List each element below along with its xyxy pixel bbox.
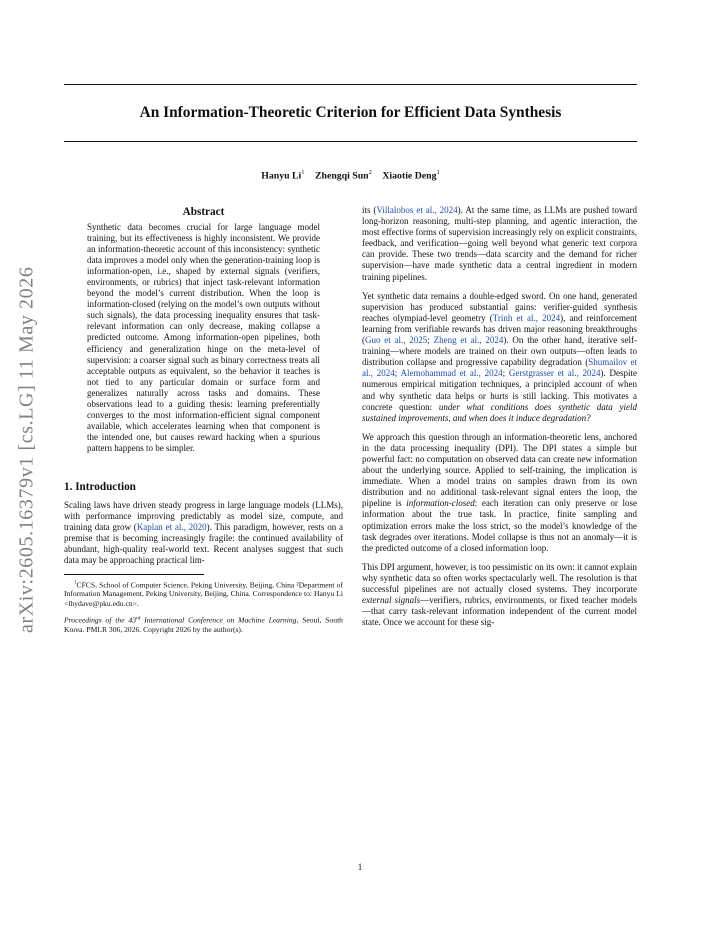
arxiv-stamp: arXiv:2605.16379v1 [cs.LG] 11 May 2026 [15, 266, 38, 634]
text-run: ). Despite numerous empirical mitigation techniques, a principled account of when and why synthetic data helps or hurts is still lacking. This motivates a concrete question: [362, 368, 637, 412]
intro-paragraph [362, 432, 637, 554]
abstract-heading: Abstract [182, 206, 225, 218]
page-number: 1 [357, 862, 363, 872]
citation-link[interactable]: Guo et al., 2025 [365, 335, 428, 346]
right-column [362, 205, 637, 636]
research-question: under what conditions does synthetic data yield sustained improvements, and when does it induce degradation? [362, 401, 637, 423]
paper-title: An Information-Theoretic Criterion for Efficient Data Synthesis [139, 104, 562, 121]
footnote-mark: 1 [74, 580, 77, 586]
author-name: Zhengqi Sun [314, 170, 369, 182]
text-run: ), and reinforcement learning from verifiable rewards has driven major reasoning breakthroughs ( [362, 312, 638, 346]
author-affiliation-mark: 1 [436, 169, 440, 176]
citation-link[interactable]: Shumailov et al., 2024 [362, 357, 638, 379]
intro-paragraph [362, 205, 637, 283]
text-run: ). On the other hand, iterative self-training—where models are trained on their own outputs—often leads to distribution collapse and progressive capability degradation ( [362, 335, 637, 368]
text-run: ; [394, 368, 401, 379]
emphasis: external signals [362, 595, 421, 606]
text-run: ). This paradigm, however, rests on a premise that is becoming increasingly fragile: the continued availability of abundant, high-quality real-world text. Recent analyses suggest that such data may be approaching practical lim- [64, 522, 343, 566]
affiliation-footnote [64, 579, 343, 608]
title-rule-top [64, 84, 637, 85]
proceedings-footnote [64, 614, 343, 634]
text-run: This DPI argument, however, is too pessimistic on its own: it cannot explain why synthetic data so often works spectacularly well. The resolution is that successful pipelines are not actually closed systems. They incorporate [362, 561, 637, 594]
author-affiliation-mark: 1 [301, 169, 305, 176]
author-affiliation-mark: 2 [368, 169, 372, 176]
abstract-text: Synthetic data becomes crucial for large language model training, but its effectiveness is highly inconsistent. We provide an information-theoretic account of this inconsistency: synthetic data improves a model only when the generation-training loop is information-open, i.e., shaped by external signals (verifiers, environments, or rubrics) that inject task-relevant information beyond the model’s current distribution. When the loop is information-closed (relying on the model’s own outputs without such signals), the data processing inequality ensures that task-relevant information can only decrease, making collapse a predicted outcome. Among information-open pipelines, both efficiency and generalization hinge on the meta-level of supervision: a coarser signal such as binary correctness treats all acceptable outputs as equivalent, so the behavior it teaches is not tied to any particular domain or surface form and generalizes naturally across tasks and domains. These observations lead to a guiding thesis: learning preferentially converges to the most information-efficient signal component available, which accelerates learning when that component is the intended one, but causes reward hacking when a spurious pattern happens to be simpler. [87, 222, 320, 453]
text-run: : each iteration can only preserve or lose information about the true task. In practice, finite sampling and optimization errors make the loss strict, so the model’s knowledge of the task degrades over iterations. Model collapse is thus not an anomaly—it is the predicted outcome of a closed information loop. [362, 498, 637, 553]
text-run: ; [502, 368, 509, 379]
text-run: ; [427, 335, 434, 346]
text-run: Yet synthetic data remains a double-edged sword. On one hand, generated supervision has produced substantial gains: verifier-guided synthesis reaches olympiad-level geometry ( [362, 290, 637, 323]
text-run: rd [136, 615, 141, 621]
text-run: Proceedings of the 43 [64, 615, 137, 625]
intro-paragraph [64, 500, 343, 567]
text-run: We approach this question through an information-theoretic lens, anchored in the data processing inequality (DPI). The DPI states a simple but powerful fact: no computation on observed data can create new information about the underlying source. Applied to self-training, the implication is immediate. When a model trains on samples drawn from its own distribution and no additional task-relevant signal enters the loop, the pipeline is [362, 431, 637, 509]
intro-paragraph [362, 562, 637, 629]
citation-link[interactable]: Villalobos et al., 2024 [376, 205, 458, 215]
citation-link[interactable]: Trinh et al., 2024 [492, 312, 561, 323]
section-heading-introduction: 1. Introduction [64, 480, 136, 493]
text-run: , Seoul, South Korea. PMLR 306, 2026. Copyright 2026 by the author(s). [64, 615, 343, 634]
text-run: International Conference on Machine Learning [140, 615, 297, 625]
citation-link[interactable]: Alemohammad et al., 2024 [400, 368, 503, 379]
left-column [64, 205, 343, 640]
intro-paragraph [362, 291, 637, 424]
author-list [64, 166, 637, 182]
citation-link[interactable]: Gerstgrasser et al., 2024 [508, 368, 601, 379]
citation-link[interactable]: Kaplan et al., 2020 [136, 522, 207, 533]
title-rule-bottom [64, 141, 637, 142]
footnote-rule [64, 574, 204, 575]
author-name: Xiaotie Deng [382, 170, 437, 182]
citation-link[interactable]: Zheng et al., 2024 [433, 335, 504, 346]
author-name: Hanyu Li [261, 170, 302, 182]
emphasis: information-closed [406, 498, 475, 509]
text-run: CFCS, School of Computer Science, Peking University, Beijing, China ²Department of Information Management, Peking University, Beijing, China. Correspondence to: Hanyu Li <lhydave@pku.edu.cn>. [64, 580, 343, 608]
text-run: ). At the same time, as LLMs are pushed toward long-horizon reasoning, multi-step planning, and agentic interaction, the most effective forms of supervision increasingly rely on explicit constraints, feedback, and verification—going well beyond what generic text corpora can provide. These two trends—data scarcity and the demand for richer supervision—have made synthetic data a central ingredient in modern training pipelines. [362, 205, 637, 282]
text-run: —verifiers, rubrics, environments, or fixed teacher models—that carry task-relevant information independent of the current model state. Once we account for these sig- [362, 595, 637, 628]
text-run: its ( [362, 205, 377, 215]
text-run: Scaling laws have driven steady progress in large language models (LLMs), with performance improving predictably as model size, compute, and training data grow ( [64, 499, 343, 533]
